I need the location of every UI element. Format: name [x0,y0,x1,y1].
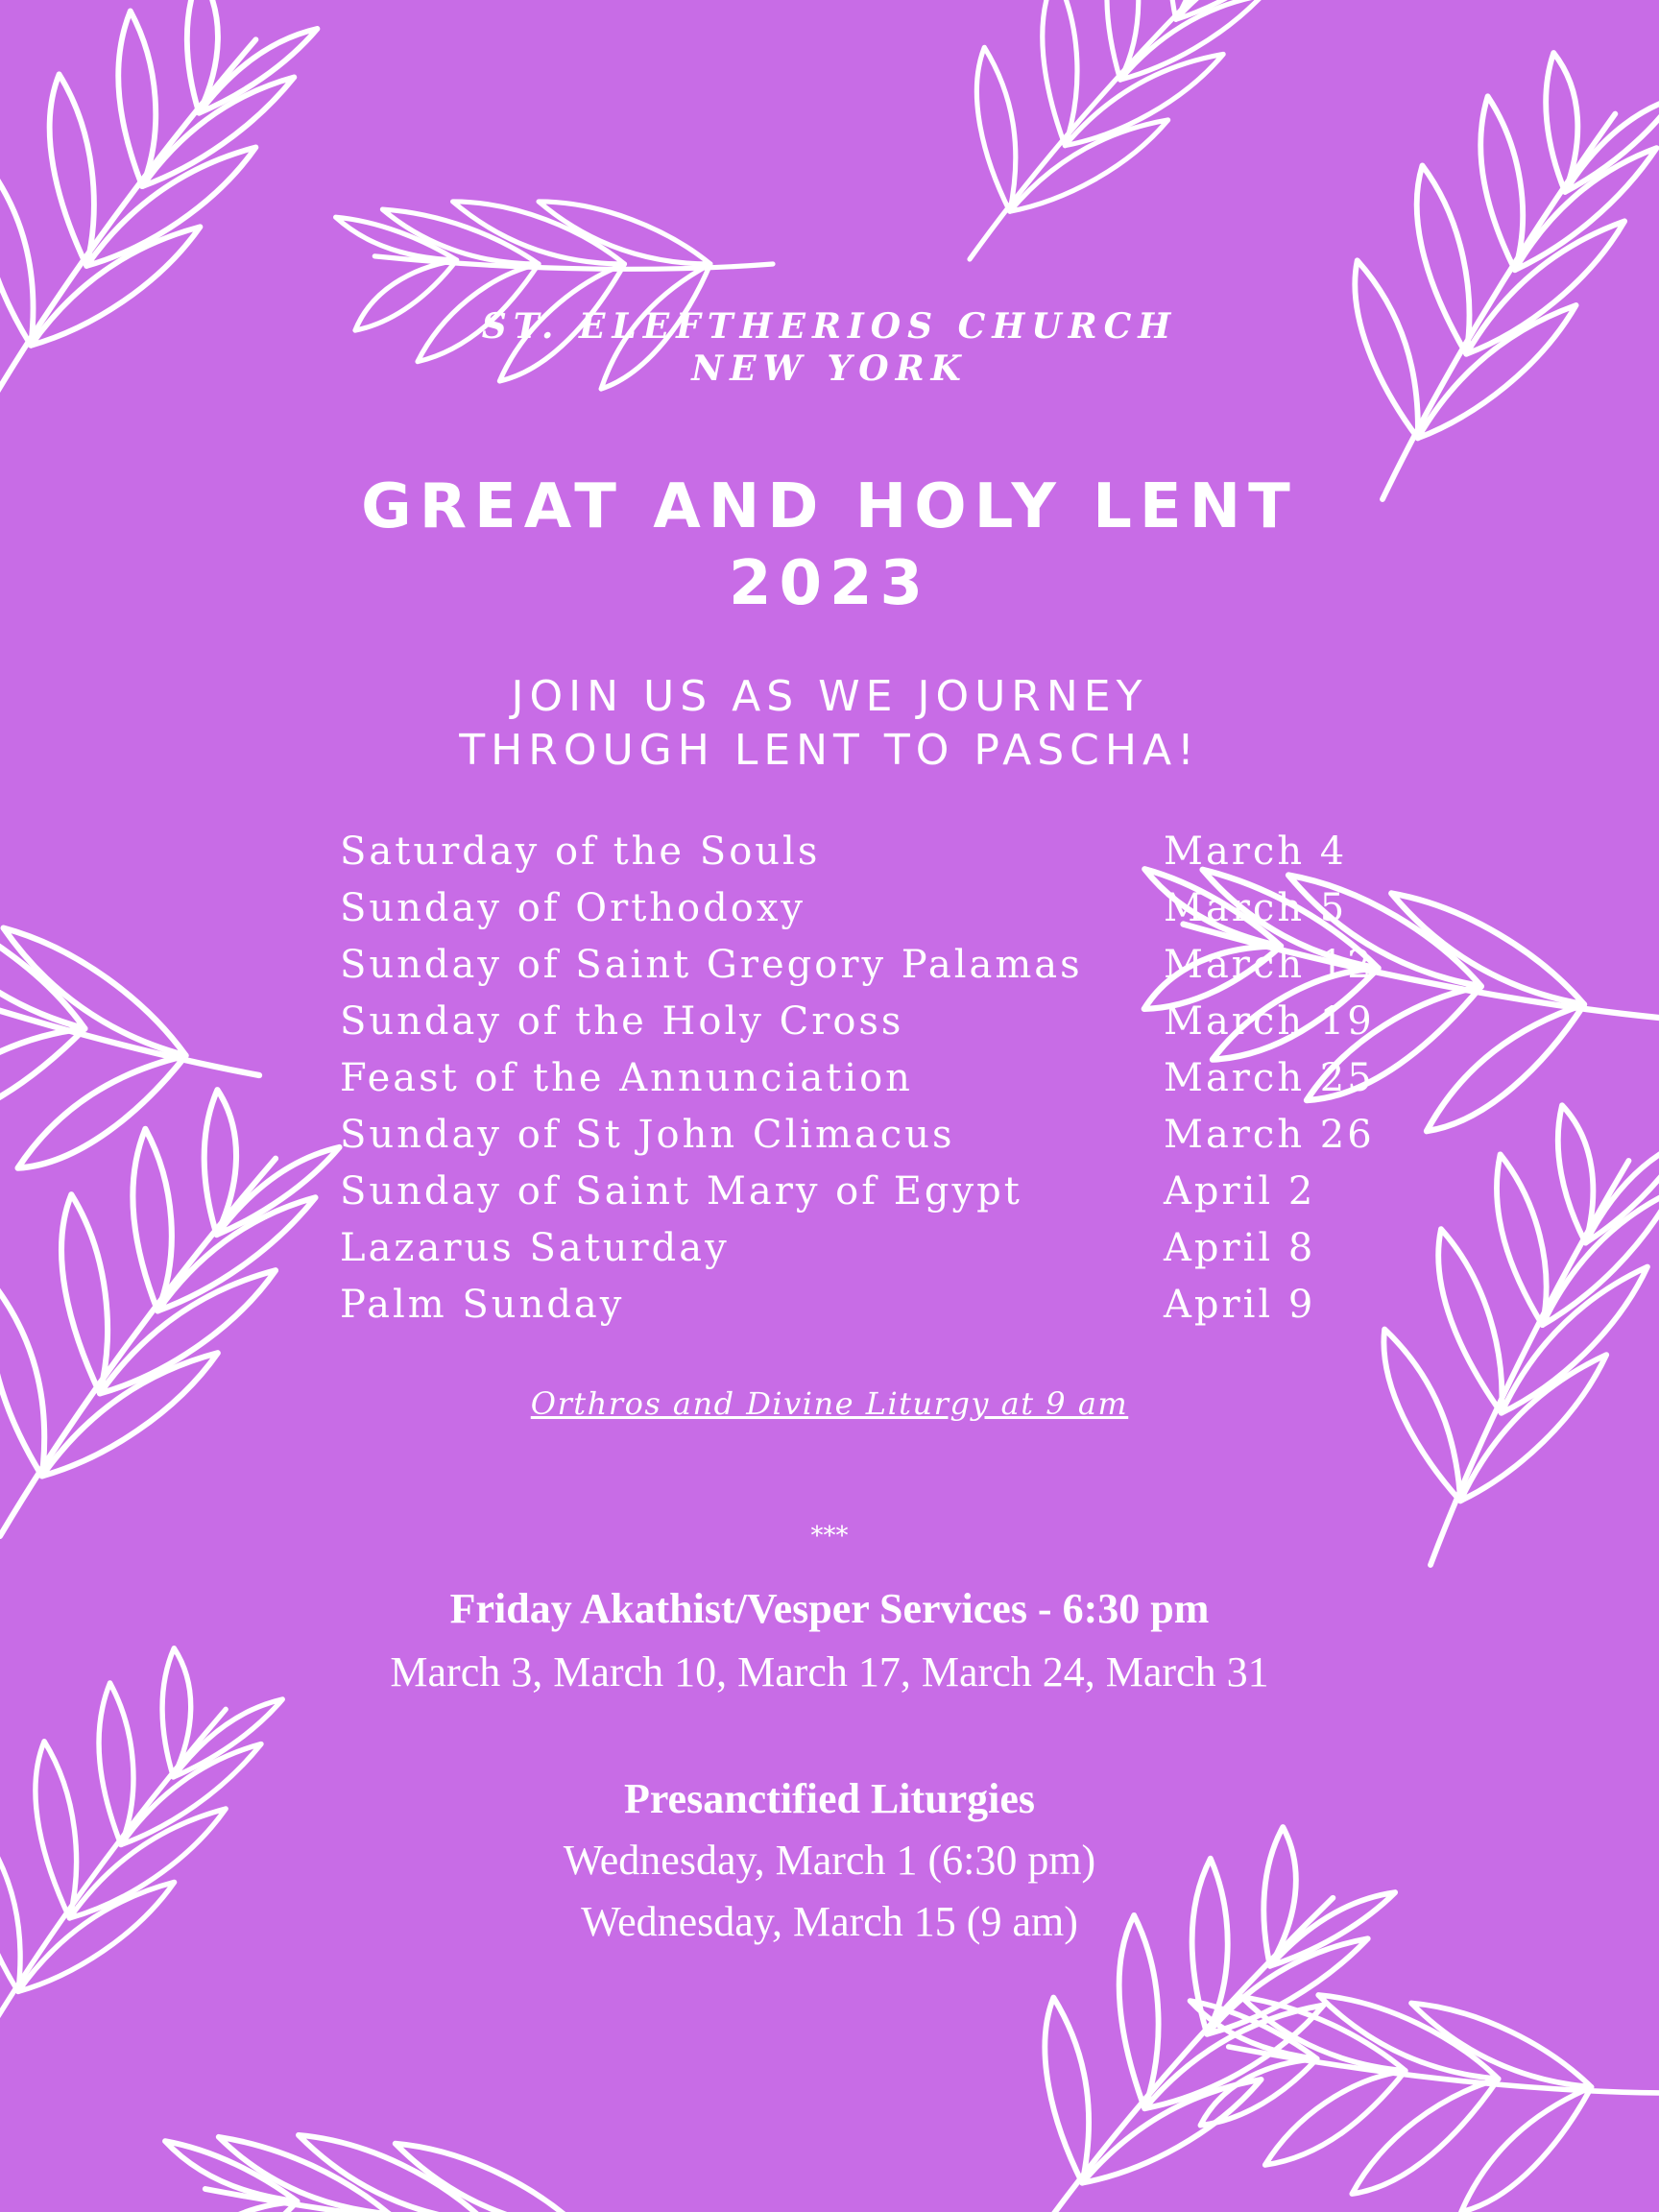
event-date: March 4 [1164,830,1348,874]
list-item [340,824,1396,880]
subtitle [0,670,1659,778]
event-date: March 25 [1164,1056,1375,1100]
event-name: Sunday of Orthodoxy [340,886,805,930]
separator: *** [810,1522,849,1551]
event-date: March 5 [1164,886,1348,930]
presanctified-item: Wednesday, March 1 (6:30 pm) [563,1837,1096,1884]
presanctified-title: Presanctified Liturgies [623,1775,1036,1822]
event-date: April 2 [1164,1169,1316,1214]
event-name: Saturday of the Souls [340,830,821,874]
list-item [340,994,1396,1050]
friday-services-dates: March 3, March 10, March 17, March 24, March 31 [390,1648,1269,1695]
palm-leaf-icon [1283,25,1659,499]
title-line-1: GREAT AND HOLY LENT [361,471,1298,542]
palm-leaf-icon [0,714,259,1284]
event-name: Sunday of the Holy Cross [340,999,904,1044]
church-city: NEW YORK [691,349,968,389]
presanctified-item: Wednesday, March 15 (9 am) [581,1898,1078,1945]
list-item [340,1050,1396,1107]
subtitle-line-2: THROUGH LENT TO PASCHA! [459,726,1200,775]
list-item [340,1220,1396,1277]
palm-leaf-icon [289,22,773,506]
subtitle-line-1: JOIN US AS WE JOURNEY [511,672,1148,721]
list-item [340,1164,1396,1220]
church-header [0,305,1659,390]
list-item [340,1277,1396,1334]
palm-leaf-icon [940,0,1310,259]
event-name: Feast of the Annunciation [340,1056,913,1100]
list-item [340,937,1396,994]
page-title [0,469,1659,622]
title-line-2: 2023 [728,548,931,619]
event-name: Sunday of Saint Gregory Palamas [340,943,1083,987]
event-date: March 12 [1164,943,1375,987]
event-name: Lazarus Saturday [340,1226,730,1270]
liturgy-note: Orthros and Divine Liturgy at 9 am [530,1385,1129,1422]
palm-leaf-icon [0,1070,396,1536]
event-name: Sunday of Saint Mary of Egypt [340,1169,1022,1214]
church-name: ST. ELEFTHERIOS CHURCH [481,306,1178,347]
event-date: March 26 [1164,1113,1375,1157]
list-item [340,880,1396,937]
list-item [340,1107,1396,1164]
event-list [340,824,1396,1334]
event-name: Sunday of St John Climacus [340,1113,955,1157]
event-name: Palm Sunday [340,1283,625,1327]
event-date: March 19 [1164,999,1375,1044]
palm-leaf-icon [108,1940,653,2212]
event-date: April 9 [1164,1283,1316,1327]
event-date: April 8 [1164,1226,1316,1270]
friday-services-title: Friday Akathist/Vesper Services - 6:30 pm [449,1585,1210,1632]
